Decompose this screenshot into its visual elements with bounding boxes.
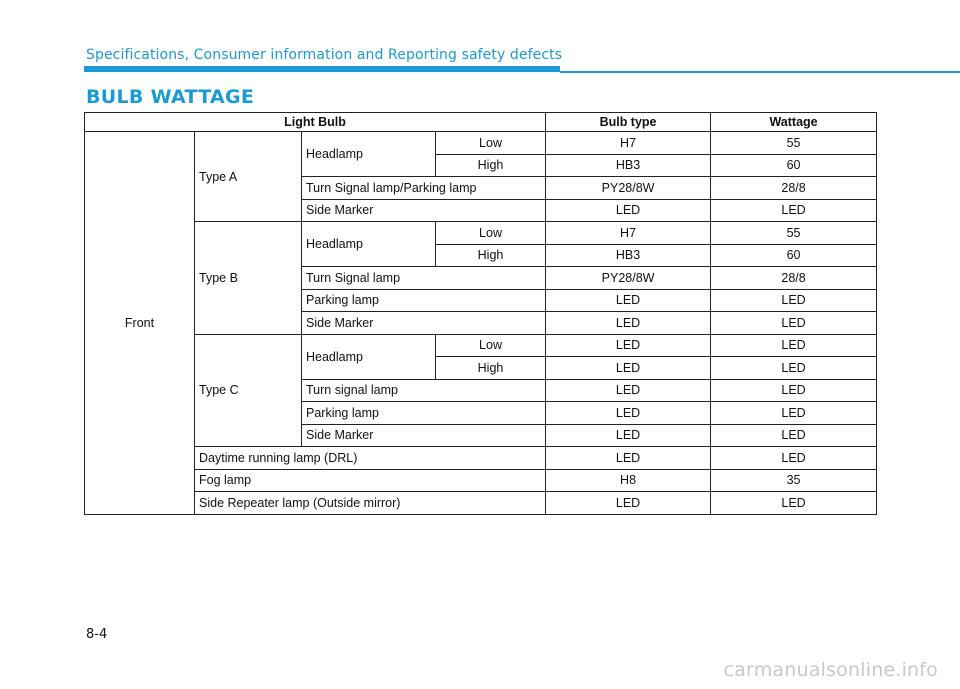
type-c-low-label: Low <box>436 334 546 357</box>
type-a-side-marker-label: Side Marker <box>302 199 546 222</box>
type-b-side-marker-bulb: LED <box>546 312 711 335</box>
header-rule-thick <box>84 66 560 72</box>
type-b-low-bulb: H7 <box>546 222 711 245</box>
type-a-high-bulb: HB3 <box>546 154 711 177</box>
type-c-turn-signal-bulb: LED <box>546 379 711 402</box>
type-c-turn-signal-label: Turn signal lamp <box>302 379 546 402</box>
type-b-side-marker-watt: LED <box>711 312 877 335</box>
type-b-turn-signal-watt: 28/8 <box>711 267 877 290</box>
fog-label: Fog lamp <box>195 469 546 492</box>
type-a-low-bulb: H7 <box>546 132 711 155</box>
table-header-row <box>85 113 877 132</box>
position-front: Front <box>85 132 195 515</box>
drl-bulb: LED <box>546 447 711 470</box>
table-row <box>85 492 877 515</box>
type-c-high-label: High <box>436 357 546 380</box>
page-number: 8-4 <box>86 627 108 642</box>
drl-label: Daytime running lamp (DRL) <box>195 447 546 470</box>
type-b-high-bulb: HB3 <box>546 244 711 267</box>
fog-watt: 35 <box>711 469 877 492</box>
type-a-headlamp: Headlamp <box>302 132 436 177</box>
fog-bulb: H8 <box>546 469 711 492</box>
type-c-parking-label: Parking lamp <box>302 402 546 425</box>
type-c-low-watt: LED <box>711 334 877 357</box>
table-row <box>85 222 877 245</box>
type-c-side-marker-label: Side Marker <box>302 424 546 447</box>
type-a-low-label: Low <box>436 132 546 155</box>
type-a-low-watt: 55 <box>711 132 877 155</box>
repeater-label: Side Repeater lamp (Outside mirror) <box>195 492 546 515</box>
table-row <box>85 132 877 155</box>
type-b-parking-watt: LED <box>711 289 877 312</box>
type-c-parking-bulb: LED <box>546 402 711 425</box>
bulb-wattage-table <box>84 112 877 515</box>
type-c-high-watt: LED <box>711 357 877 380</box>
drl-watt: LED <box>711 447 877 470</box>
type-b-turn-signal-label: Turn Signal lamp <box>302 267 546 290</box>
table-row <box>85 469 877 492</box>
watermark: carmanualsonline.info <box>723 659 938 681</box>
type-c-side-marker-bulb: LED <box>546 424 711 447</box>
type-b-high-watt: 60 <box>711 244 877 267</box>
type-b-headlamp: Headlamp <box>302 222 436 267</box>
type-b-parking-label: Parking lamp <box>302 289 546 312</box>
type-c-low-bulb: LED <box>546 334 711 357</box>
type-a-label: Type A <box>195 132 302 222</box>
header-light-bulb: Light Bulb <box>85 113 546 132</box>
type-b-parking-bulb: LED <box>546 289 711 312</box>
type-a-turn-parking-label: Turn Signal lamp/Parking lamp <box>302 177 546 200</box>
type-c-high-bulb: LED <box>546 357 711 380</box>
header-wattage: Wattage <box>711 113 877 132</box>
type-b-label: Type B <box>195 222 302 335</box>
type-b-high-label: High <box>436 244 546 267</box>
table-row <box>85 334 877 357</box>
type-b-low-label: Low <box>436 222 546 245</box>
repeater-watt: LED <box>711 492 877 515</box>
type-c-side-marker-watt: LED <box>711 424 877 447</box>
type-a-high-watt: 60 <box>711 154 877 177</box>
section-title: BULB WATTAGE <box>86 86 255 108</box>
type-a-high-label: High <box>436 154 546 177</box>
type-c-label: Type C <box>195 334 302 447</box>
type-a-side-marker-watt: LED <box>711 199 877 222</box>
type-c-parking-watt: LED <box>711 402 877 425</box>
header-rule-thin <box>560 71 960 73</box>
header-bulb-type: Bulb type <box>546 113 711 132</box>
type-b-side-marker-label: Side Marker <box>302 312 546 335</box>
type-c-turn-signal-watt: LED <box>711 379 877 402</box>
type-a-turn-parking-watt: 28/8 <box>711 177 877 200</box>
type-a-side-marker-bulb: LED <box>546 199 711 222</box>
table-row <box>85 447 877 470</box>
type-b-low-watt: 55 <box>711 222 877 245</box>
repeater-bulb: LED <box>546 492 711 515</box>
type-c-headlamp: Headlamp <box>302 334 436 379</box>
chapter-title: Specifications, Consumer information and Reporting safety defects <box>86 47 563 63</box>
type-a-turn-parking-bulb: PY28/8W <box>546 177 711 200</box>
type-b-turn-signal-bulb: PY28/8W <box>546 267 711 290</box>
